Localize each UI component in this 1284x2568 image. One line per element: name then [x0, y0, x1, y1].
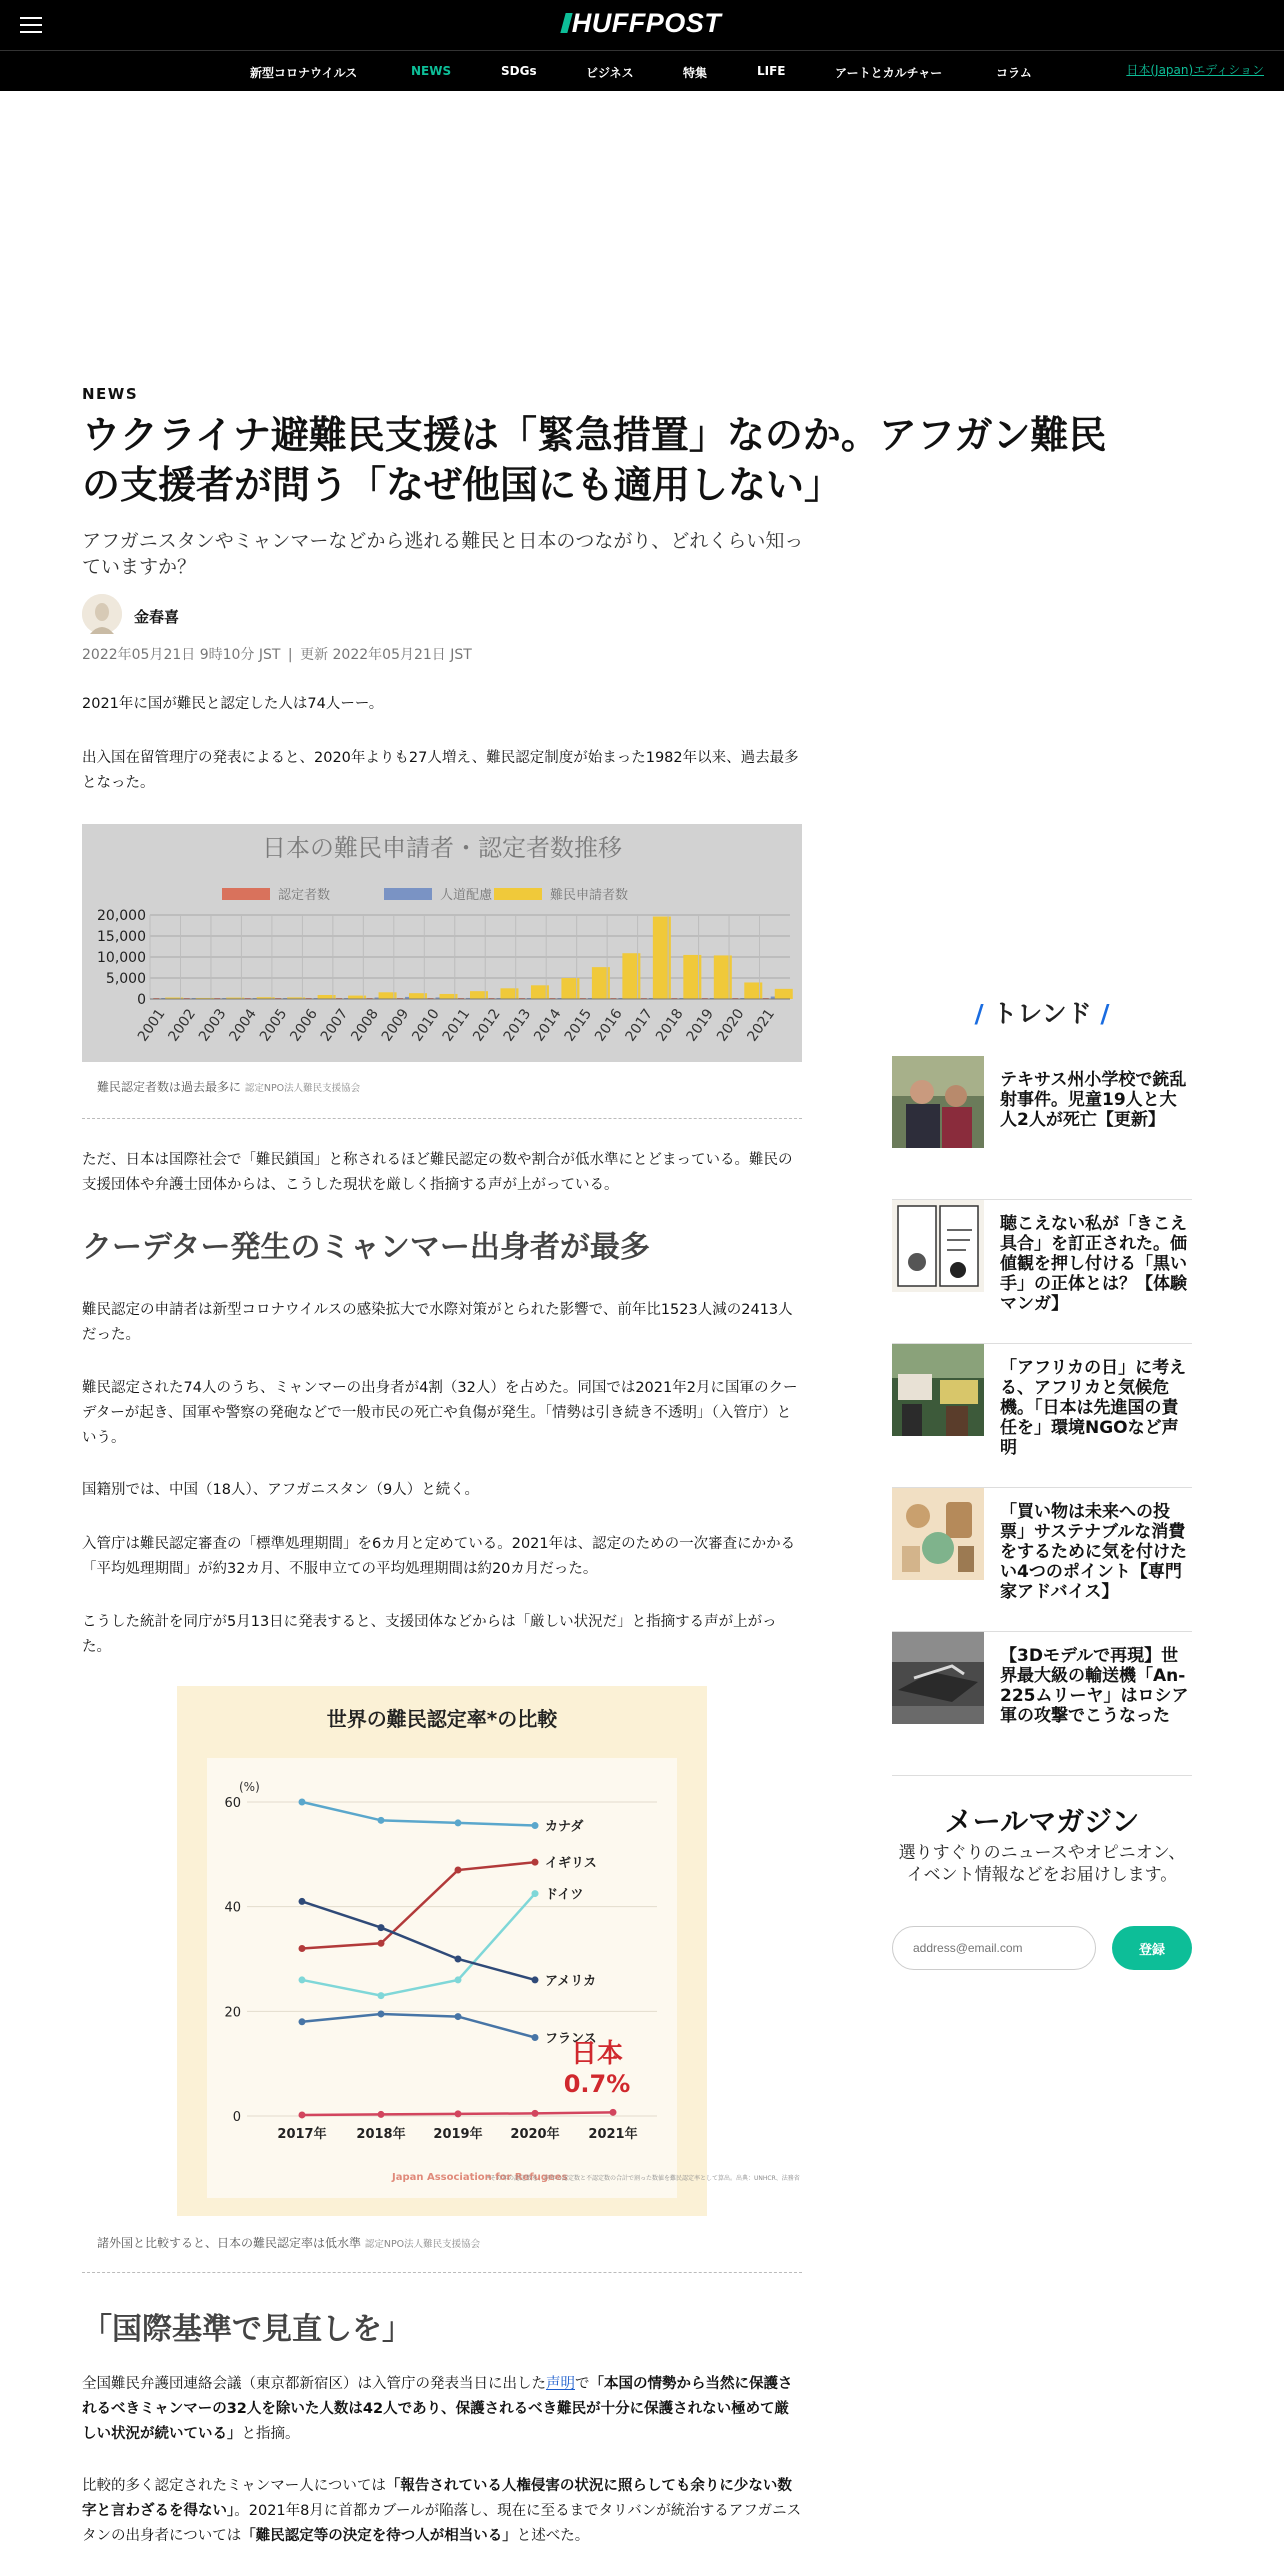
series-label: ドイツ [545, 1887, 584, 1903]
article-title: ウクライナ避難民支援は「緊急措置」なのか。アフガン難民の支援者が問う「なぜ他国にも適用しない」 [82, 413, 1107, 507]
figure-credit: 認定NPO法人難民支援協会 [364, 2239, 481, 2250]
japan-label: 日本 [570, 2039, 624, 2069]
trend-thumbnail[interactable] [892, 1200, 984, 1292]
y-tick-label: 15,000 [97, 929, 146, 945]
data-point [299, 2018, 306, 2025]
brand-label: Japan Association for Refugees [392, 2172, 568, 2183]
menu-icon[interactable] [20, 17, 42, 33]
trend-item[interactable] [892, 1344, 1192, 1488]
japan-value-label: 0.7% [563, 2070, 631, 2098]
x-tick-label: 2020年 [510, 2127, 560, 2142]
x-tick-label: 2006 [287, 1006, 321, 1045]
series-label: イギリス [545, 1856, 597, 1872]
data-point [299, 1898, 306, 1905]
data-point [378, 2010, 385, 2017]
paragraph: 入管庁は難民認定審査の「標準処理期間」を6カ月と定めている。2021年は、認定のための一次審査にかかる「平均処理期間」が約32カ月、不服申立ての平均処理期間は約20カ月だった。 [82, 1536, 796, 1577]
legend-swatch [384, 888, 432, 900]
y-tick-label: 0 [232, 2110, 241, 2125]
section-heading: 「国際基準で見直しを」 [82, 2312, 412, 2347]
nav-item-column[interactable]: コラム [996, 66, 1032, 80]
trend-thumbnail[interactable] [892, 1488, 984, 1580]
section-label[interactable]: NEWS [82, 385, 139, 403]
data-point [532, 1822, 539, 1829]
top-bar [0, 0, 1284, 50]
section-heading: クーデター発生のミャンマー出身者が最多 [82, 1230, 650, 1265]
edition-link[interactable]: 日本(Japan)エディション [1126, 63, 1264, 77]
data-point [378, 1940, 385, 1947]
legend-label: 認定者数 [278, 888, 331, 903]
newsletter-description: 選りすぐりのニュースやオピニオン、イベント情報などをお届けします。 [898, 1843, 1186, 1885]
trend-item[interactable] [892, 1632, 1192, 1776]
newsletter-title: メールマガジン [944, 1805, 1140, 1838]
x-tick-label: 2016 [592, 1006, 626, 1045]
paragraph: 国籍別では、中国（18人）、アフガニスタン（9人）と続く。 [82, 1482, 479, 1498]
data-point [378, 1924, 385, 1931]
nav-item-news[interactable]: NEWS [411, 64, 452, 78]
paragraph: 全国難民弁護団連絡会議（東京都新宿区）は入管庁の発表当日に出した声明で「本国の情勢から当然に保護されるべきミャンマーの32人を除いた人数は42人であり、保護されるべき難民が十分に保護されない極めて厳しい状況が続いている」と指摘。 [82, 2376, 793, 2442]
nav-item-business[interactable]: ビジネス [586, 66, 634, 80]
x-tick-label: 2012 [470, 1006, 504, 1045]
figure-credit: 認定NPO法人難民支援協会 [244, 1083, 361, 1094]
x-tick-label: 2002 [165, 1006, 199, 1045]
email-input[interactable] [892, 1926, 1096, 1970]
bar [775, 989, 793, 999]
nav-item-coronavirus[interactable]: 新型コロナウイルス [250, 66, 358, 80]
x-tick-label: 2013 [500, 1006, 535, 1045]
paragraph: ただ、日本は国際社会で「難民鎖国」と称されるほど難民認定の数や割合が低水準にとどまっている。難民の支援団体や弁護士団体からは、こうした現状を厳しく指摘する声が上がっている。 [82, 1152, 793, 1193]
figure-caption: 諸外国と比較すると、日本の難民認定率は低水準 認定NPO法人難民支援協会 [97, 2236, 481, 2250]
data-point [299, 1976, 306, 1983]
data-point [455, 1867, 462, 1874]
series-label: アメリカ [545, 1973, 597, 1989]
trend-item[interactable] [892, 1488, 1192, 1632]
data-point [299, 1945, 306, 1952]
x-tick-label: 2011 [439, 1006, 474, 1045]
subscribe-button[interactable]: 登録 [1112, 1926, 1192, 1970]
data-point [532, 1859, 539, 1866]
x-tick-label: 2018年 [356, 2127, 406, 2142]
trend-item[interactable] [892, 1200, 1192, 1344]
trend-heading: / トレンド / [974, 999, 1110, 1028]
data-point [378, 2111, 385, 2118]
x-tick-label: 2004 [226, 1006, 260, 1045]
trend-title[interactable]: テキサス州小学校で銃乱射事件。児童19人と大人2人が死亡【更新】 [1000, 1070, 1187, 1130]
trend-title[interactable]: 聴こえない私が「きこえ具合」を訂正された。価値観を押し付ける「黒い手」の正体とは？【体験マンガ】 [1000, 1214, 1187, 1314]
refugee-rate-line-chart [177, 1686, 800, 2216]
chart-title: 世界の難民認定率*の比較 [326, 1707, 558, 1731]
x-tick-label: 2019年 [433, 2127, 483, 2142]
x-tick-label: 2007 [317, 1006, 352, 1045]
trend-title[interactable]: 「買い物は未来への投票」サステナブルな消費をするために気を付けたい4つのポイント【専門家アドバイス】 [1000, 1502, 1187, 1602]
data-point [455, 1819, 462, 1826]
data-point [378, 1992, 385, 1999]
series-label: カナダ [545, 1819, 584, 1835]
nav-item-life[interactable]: LIFE [757, 64, 786, 78]
statement-link[interactable]: 声明 [546, 2376, 575, 2392]
x-tick-label: 2018 [653, 1006, 687, 1045]
bar-chart-svg [82, 824, 802, 1062]
trend-item[interactable] [892, 1056, 1192, 1200]
x-tick-label: 2010 [409, 1006, 443, 1045]
legend-label: 人道配慮 [440, 888, 493, 903]
legend-swatch [494, 888, 542, 900]
paragraph: 比較的多く認定されたミャンマー人については「報告されている人権侵害の状況に照らしても余りに少ない数字と言わざるを得ない」。2021年8月に首都カブールが陥落し、現在に至るまでタリバンが統治するアフガニスタンの出身者については「難民認定等の決定を待つ人が相当いる」と述べた。 [82, 2478, 802, 2544]
nav-item-feature[interactable]: 特集 [683, 66, 708, 80]
published-time: 2022年05月21日 9時10分 JST [82, 647, 281, 663]
line-chart-svg [177, 1686, 800, 2216]
divider [82, 1118, 802, 1119]
data-point [532, 1976, 539, 1983]
data-point [532, 1890, 539, 1897]
legend-swatch [222, 888, 270, 900]
data-point [610, 2109, 617, 2116]
x-tick-label: 2015 [561, 1006, 596, 1045]
data-point [455, 2110, 462, 2117]
y-tick-label: 20,000 [97, 908, 146, 924]
article-dek: アフガニスタンやミャンマーなどから逃れる難民と日本のつながり、どれくらい知っていますか？ [82, 530, 804, 578]
updated-time: 更新 2022年05月21日 JST [300, 647, 472, 663]
trend-thumbnail[interactable] [892, 1344, 984, 1436]
huffpost-logo[interactable]: HUFFPOST [540, 8, 744, 40]
x-tick-label: 2001 [134, 1006, 169, 1045]
paragraph: 難民認定された74人のうち、ミャンマーの出身者が4割（32人）を占めた。同国では2021年2月に国軍のクーデターが起き、国軍や警察の発砲などで一般市民の死亡や負傷が発生。「情勢は引き続き不透明」（入管庁）という。 [82, 1380, 798, 1446]
chart-title: 日本の難民申請者・認定者数推移 [262, 834, 622, 862]
data-point [455, 2013, 462, 2020]
y-tick-label: 40 [224, 1900, 241, 1916]
trend-thumbnail[interactable] [892, 1632, 984, 1724]
nav-item-arts[interactable]: アートとカルチャー [835, 66, 943, 80]
divider [82, 2272, 802, 2273]
data-point [455, 1956, 462, 1963]
data-point [299, 1799, 306, 1806]
x-tick-label: 2003 [195, 1006, 230, 1045]
author-name[interactable]: 金春喜 [134, 608, 180, 626]
refugee-bar-chart [82, 824, 802, 1062]
x-tick-label: 2019 [683, 1006, 718, 1045]
trend-title[interactable]: 「アフリカの日」に考える、アフリカと気候危機。「日本は先進国の責任を」環境NGOなど声明 [1000, 1358, 1187, 1458]
data-point [378, 1817, 385, 1824]
y-tick-label: 0 [137, 992, 146, 1008]
paragraph: 2021年に国が難民と認定した人は74人ーー。 [82, 696, 384, 712]
y-tick-label: 60 [224, 1796, 241, 1811]
y-axis-label: (%) [239, 1780, 260, 1794]
paragraph: こうした統計を同庁が5月13日に発表すると、支援団体などからは「厳しい状況だ」と指摘する声が上がった。 [82, 1614, 777, 1655]
timestamp [82, 644, 472, 664]
x-tick-label: 2017年 [277, 2127, 327, 2142]
x-tick-label: 2014 [531, 1006, 565, 1045]
author-avatar[interactable] [82, 594, 122, 634]
trend-title[interactable]: 【3Dモデルで再現】世界最大級の輸送機「An-225ムリーヤ」はロシア軍の攻撃でこうなった [1000, 1646, 1189, 1726]
y-tick-label: 5,000 [105, 971, 146, 987]
x-tick-label: 2009 [378, 1006, 413, 1045]
x-tick-label: 2021年 [588, 2127, 638, 2142]
data-point [299, 2111, 306, 2118]
trend-thumbnail[interactable] [892, 1056, 984, 1148]
nav-item-sdgs[interactable]: SDGs [501, 64, 537, 78]
x-tick-label: 2017 [622, 1006, 657, 1045]
paragraph: 難民認定の申請者は新型コロナウイルスの感染拡大で水際対策がとられた影響で、前年比1523人減の2413人だった。 [82, 1302, 793, 1343]
x-tick-label: 2020 [714, 1006, 748, 1045]
paragraph: 出入国在留管理庁の発表によると、2020年よりも27人増え、難民認定制度が始まった1982年以来、過去最多となった。 [82, 750, 799, 791]
series-label: フランス [545, 2031, 597, 2047]
x-tick-label: 2008 [348, 1006, 382, 1045]
figure-caption: 難民認定者数は過去最多に 認定NPO法人難民支援協会 [97, 1080, 361, 1094]
chart-footnote: *その年の認定数を、同年の認定数と不認定数の合計で割った数値を難民認定率として算出。出典：UNHCR、法務省 [487, 2175, 800, 2182]
main-nav [0, 50, 1284, 91]
legend-label: 難民申請者数 [550, 888, 629, 903]
data-point [455, 1976, 462, 1983]
data-point [532, 2034, 539, 2041]
data-point [532, 2110, 539, 2117]
y-tick-label: 10,000 [97, 950, 146, 966]
x-tick-label: 2005 [256, 1006, 291, 1045]
timestamp-separator: | [287, 647, 293, 663]
y-tick-label: 20 [224, 2005, 241, 2021]
x-tick-label: 2021 [744, 1006, 779, 1045]
